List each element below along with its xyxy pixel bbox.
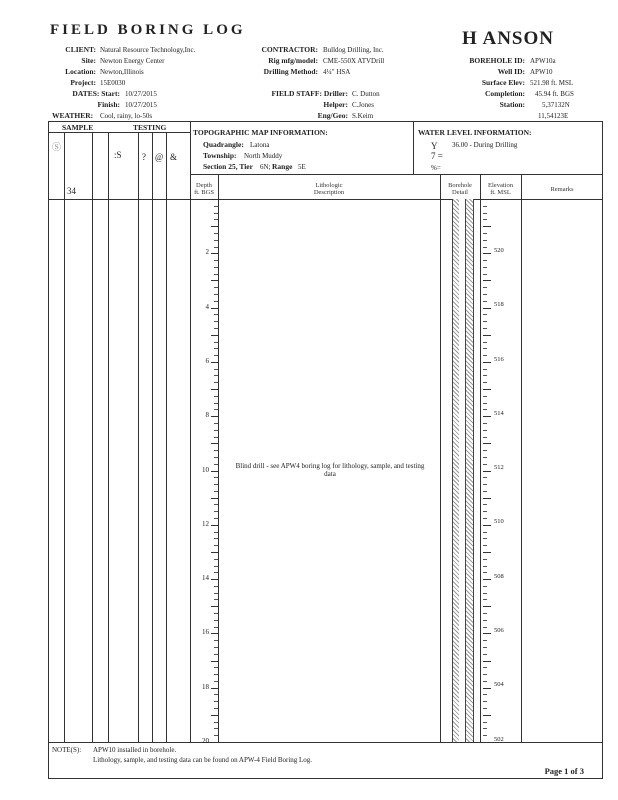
- elevation-tick: [483, 226, 491, 227]
- elevation-label: 508: [494, 573, 504, 580]
- quadrangle-label: Quadrangle:: [203, 140, 244, 149]
- location-label: Location:: [65, 67, 96, 76]
- finish-label: Finish:: [97, 100, 120, 109]
- elevation-tick: [483, 694, 487, 695]
- lithologic-header: Lithologic Description: [313, 182, 345, 196]
- depth-tick: [211, 280, 218, 281]
- elevation-tick: [483, 538, 487, 539]
- elevation-tick: [483, 280, 491, 281]
- depth-tick: [214, 213, 218, 214]
- elevation-label: 520: [494, 247, 504, 254]
- elevation-tick: [483, 437, 487, 438]
- elevation-tick: [483, 599, 487, 600]
- range-value: 5E: [298, 163, 306, 171]
- depth-tick: [214, 627, 218, 628]
- depth-label: 10: [202, 466, 209, 474]
- depth-tick: [211, 443, 218, 444]
- elevation-tick: [483, 681, 487, 682]
- elevation-label: 510: [494, 518, 504, 525]
- depth-tick: [214, 430, 218, 431]
- depth-label: 4: [205, 303, 209, 311]
- depth-tick: [214, 328, 218, 329]
- depth-label: 6: [205, 357, 209, 365]
- elevation-tick: [483, 457, 487, 458]
- completion-label: Completion:: [485, 89, 525, 98]
- elevation-label: 516: [494, 356, 504, 363]
- completion-value: 45.94 ft. BGS: [535, 90, 574, 98]
- depth-tick: [214, 294, 218, 295]
- elevation-tick: [483, 552, 491, 553]
- testing-header: TESTING: [133, 123, 167, 132]
- elevation-label: 518: [494, 301, 504, 308]
- remarks-header: Remarks: [550, 186, 574, 193]
- depth-tick: [214, 538, 218, 539]
- sample-number: 34: [67, 186, 76, 196]
- depth-tick: [214, 457, 218, 458]
- elevation-tick: [483, 247, 487, 248]
- notes-line-1: APW10 installed in borehole.: [93, 746, 177, 754]
- elevation-tick: [483, 369, 487, 370]
- depth-tick: [211, 579, 218, 580]
- elevation-tick: [483, 396, 487, 397]
- well-id-label: Well ID:: [497, 67, 525, 76]
- depth-tick: [211, 742, 218, 743]
- borehole-id-value: APW10a: [530, 57, 556, 65]
- contractor-value: Bulldog Drilling, Inc.: [323, 46, 384, 54]
- elevation-tick: [483, 504, 487, 505]
- elevation-tick: [483, 382, 487, 383]
- depth-tick: [214, 267, 218, 268]
- elevation-tick: [483, 321, 487, 322]
- township-label: Township:: [203, 151, 237, 160]
- elevation-tick: [483, 688, 491, 689]
- depth-label: 14: [202, 574, 209, 582]
- depth-label: 20: [202, 737, 209, 745]
- depth-tick: [211, 606, 218, 607]
- finish-date-value: 10/27/2015: [125, 101, 157, 109]
- depth-tick: [214, 681, 218, 682]
- depth-label: 2: [205, 248, 209, 256]
- elevation-tick: [483, 464, 487, 465]
- depth-tick: [214, 647, 218, 648]
- log-frame: [48, 121, 603, 779]
- depth-tick: [214, 396, 218, 397]
- elevation-tick: [483, 362, 491, 363]
- elevation-tick: [483, 301, 487, 302]
- elevation-tick: [483, 233, 487, 234]
- depth-tick: [211, 471, 218, 472]
- depth-tick: [214, 464, 218, 465]
- page-title: FIELD BORING LOG: [50, 22, 246, 38]
- elevation-tick: [483, 566, 487, 567]
- elevation-tick: [483, 627, 487, 628]
- eng-label: Eng/Geo:: [317, 111, 348, 120]
- depth-tick: [214, 640, 218, 641]
- range-label: Range: [272, 162, 293, 171]
- depth-tick: [214, 437, 218, 438]
- elevation-tick: [483, 708, 487, 709]
- helper-value: C.Jones: [352, 101, 374, 109]
- elevation-tick: [483, 403, 487, 404]
- elevation-tick: [483, 722, 487, 723]
- elevation-tick: [483, 606, 491, 607]
- borehole-casing: [465, 199, 474, 742]
- elevation-tick: [483, 355, 487, 356]
- depth-tick: [211, 715, 218, 716]
- depth-tick: [214, 694, 218, 695]
- elevation-tick: [483, 348, 487, 349]
- elevation-tick: [483, 735, 487, 736]
- page-number: Page 1 of 3: [544, 766, 584, 776]
- depth-tick: [214, 342, 218, 343]
- borehole-id-label: BOREHOLE ID:: [469, 56, 525, 65]
- depth-tick: [214, 667, 218, 668]
- depth-tick: [214, 219, 218, 220]
- depth-tick: [214, 545, 218, 546]
- elevation-tick: [483, 450, 487, 451]
- depth-tick: [214, 233, 218, 234]
- depth-tick: [214, 375, 218, 376]
- depth-tick: [214, 566, 218, 567]
- elevation-tick: [483, 572, 487, 573]
- rotated-header-icon: ?: [142, 152, 146, 162]
- depth-tick: [211, 688, 218, 689]
- elevation-tick: [483, 477, 487, 478]
- depth-tick: [214, 572, 218, 573]
- water-symbol-2: 7 =: [431, 151, 443, 161]
- elevation-label: 502: [494, 736, 504, 743]
- staff-driller-label: FIELD STAFF: Driller:: [271, 89, 348, 98]
- elevation-tick: [483, 518, 487, 519]
- township-value: North Muddy: [244, 152, 283, 160]
- elevation-tick: [483, 471, 491, 472]
- depth-tick: [211, 308, 218, 309]
- depth-tick: [211, 335, 218, 336]
- elevation-tick: [483, 491, 487, 492]
- elevation-tick: [483, 647, 487, 648]
- dates-start-label: DATES: Start:: [72, 89, 120, 98]
- depth-tick: [214, 240, 218, 241]
- depth-tick: [214, 382, 218, 383]
- start-date-value: 10/27/2015: [125, 90, 157, 98]
- elevation-tick: [483, 206, 487, 207]
- notes-label: NOTE(S):: [52, 746, 82, 754]
- elevation-tick: [483, 416, 491, 417]
- elevation-tick: [483, 532, 487, 533]
- rig-value: CME-550X ATVDrill: [323, 57, 385, 65]
- elevation-tick: [483, 389, 491, 390]
- depth-tick: [214, 620, 218, 621]
- driller-value: C. Dutton: [352, 90, 380, 98]
- borehole-detail-header: Borehole Detail: [448, 182, 472, 196]
- depth-tick: [214, 735, 218, 736]
- elevation-tick: [483, 559, 487, 560]
- depth-tick: [211, 498, 218, 499]
- depth-tick: [214, 348, 218, 349]
- surface-elev-value: 521.98 ft. MSL: [530, 79, 574, 87]
- depth-tick: [214, 369, 218, 370]
- elevation-tick: [483, 667, 487, 668]
- elevation-tick: [483, 308, 491, 309]
- elevation-tick: [483, 260, 487, 261]
- elevation-tick: [483, 219, 487, 220]
- depth-tick: [214, 450, 218, 451]
- station-east-value: 11,54123E: [538, 112, 569, 120]
- elevation-tick: [483, 586, 487, 587]
- rig-label: Rig mfg/model:: [268, 56, 318, 65]
- depth-tick: [214, 518, 218, 519]
- depth-tick: [214, 247, 218, 248]
- depth-tick: [211, 525, 218, 526]
- water-level-title: WATER LEVEL INFORMATION:: [418, 128, 532, 137]
- elevation-header: Elevation ft. MSL: [488, 182, 513, 196]
- depth-tick: [214, 260, 218, 261]
- depth-tick: [211, 362, 218, 363]
- depth-tick: [214, 484, 218, 485]
- elevation-tick: [483, 715, 491, 716]
- depth-label: 8: [205, 411, 209, 419]
- elevation-tick: [483, 654, 487, 655]
- elevation-tick: [483, 511, 487, 512]
- contractor-label: CONTRACTOR:: [261, 45, 318, 54]
- elevation-tick: [483, 701, 487, 702]
- method-value: 4¼" HSA: [323, 68, 351, 76]
- elevation-tick: [483, 742, 491, 743]
- depth-tick: [214, 532, 218, 533]
- topo-title: TOPOGRAPHIC MAP INFORMATION:: [193, 128, 328, 137]
- elevation-label: 504: [494, 681, 504, 688]
- client-value: Natural Resource Technology,Inc.: [100, 46, 196, 54]
- elevation-tick: [483, 443, 491, 444]
- elevation-label: 514: [494, 410, 504, 417]
- depth-tick: [214, 511, 218, 512]
- location-value: Newton,Illinois: [100, 68, 144, 76]
- depth-tick: [214, 409, 218, 410]
- depth-tick: [214, 654, 218, 655]
- water-symbol-1: Y: [431, 141, 438, 151]
- depth-tick: [214, 403, 218, 404]
- depth-tick: [214, 599, 218, 600]
- elevation-tick: [483, 674, 487, 675]
- lithologic-description: Blind drill - see APW4 boring log for lithology, sample, and testing data: [235, 462, 425, 478]
- elevation-tick: [483, 593, 487, 594]
- depth-tick: [214, 504, 218, 505]
- depth-tick: [214, 301, 218, 302]
- surface-elev-label: Surface Elev:: [481, 78, 525, 87]
- method-label: Drilling Method:: [263, 67, 318, 76]
- depth-tick: [214, 287, 218, 288]
- eng-value: S.Keim: [352, 112, 374, 120]
- section-label: Section 25, Tier: [203, 162, 253, 171]
- elevation-tick: [483, 620, 487, 621]
- elevation-tick: [483, 287, 487, 288]
- tier-value: 6N;: [260, 163, 271, 171]
- depth-tick: [214, 477, 218, 478]
- elevation-tick: [483, 342, 487, 343]
- elevation-tick: [483, 335, 491, 336]
- depth-tick: [211, 199, 218, 200]
- station-label: Station:: [499, 100, 525, 109]
- depth-tick: [211, 253, 218, 254]
- depth-tick: [214, 613, 218, 614]
- project-value: 15E0030: [100, 79, 126, 87]
- elevation-tick: [483, 728, 487, 729]
- depth-tick: [211, 661, 218, 662]
- elevation-tick: [483, 375, 487, 376]
- elevation-tick: [483, 579, 491, 580]
- depth-tick: [214, 701, 218, 702]
- quadrangle-value: Latona: [250, 141, 270, 149]
- depth-label: 18: [202, 683, 209, 691]
- depth-tick: [214, 722, 218, 723]
- elevation-tick: [483, 294, 487, 295]
- water-level-1: 36.00 - During Drilling: [452, 141, 518, 149]
- elevation-tick: [483, 430, 487, 431]
- notes-line-2: Lithology, sample, and testing data can be found on APW-4 Field Boring Log.: [93, 756, 313, 764]
- client-label: CLIENT:: [65, 45, 96, 54]
- weather-value: Cool, rainy, lo-50s: [100, 112, 153, 120]
- depth-tick: [214, 586, 218, 587]
- elevation-label: 512: [494, 464, 504, 471]
- depth-tick: [214, 728, 218, 729]
- depth-tick: [214, 708, 218, 709]
- depth-tick: [214, 491, 218, 492]
- well-id-value: APW10: [530, 68, 553, 76]
- elevation-tick: [483, 633, 491, 634]
- depth-tick: [214, 206, 218, 207]
- elevation-tick: [483, 314, 487, 315]
- elevation-tick: [483, 328, 487, 329]
- helper-label: Helper:: [323, 100, 348, 109]
- depth-tick: [211, 416, 218, 417]
- depth-tick: [214, 314, 218, 315]
- project-label: Project:: [70, 78, 96, 87]
- rotated-header-icon: &: [170, 152, 178, 162]
- depth-tick: [214, 274, 218, 275]
- depth-tick: [211, 552, 218, 553]
- elevation-tick: [483, 213, 487, 214]
- company-logo: H ANSON: [462, 28, 554, 49]
- weather-label: WEATHER:: [52, 111, 94, 120]
- elevation-tick: [483, 545, 487, 546]
- station-north-value: 5,37132N: [542, 101, 570, 109]
- sample-header: SAMPLE: [62, 123, 94, 132]
- elevation-label: 506: [494, 627, 504, 634]
- rotated-header-icon: Ⓢ: [52, 142, 62, 152]
- site-label: Site:: [81, 56, 96, 65]
- elevation-tick: [483, 484, 487, 485]
- elevation-tick: [483, 498, 491, 499]
- depth-tick: [211, 389, 218, 390]
- elevation-tick: [483, 525, 491, 526]
- depth-tick: [214, 423, 218, 424]
- depth-tick: [214, 355, 218, 356]
- rotated-header-icon: :S: [114, 150, 122, 160]
- depth-tick: [214, 593, 218, 594]
- elevation-tick: [483, 253, 491, 254]
- depth-header: Depth ft. BGS: [194, 182, 214, 196]
- depth-tick: [214, 559, 218, 560]
- elevation-tick: [483, 409, 487, 410]
- site-value: Newton Energy Center: [100, 57, 165, 65]
- depth-label: 16: [202, 628, 209, 636]
- rotated-header-icon: @: [155, 152, 164, 162]
- elevation-tick: [483, 199, 491, 200]
- depth-label: 12: [202, 520, 209, 528]
- elevation-tick: [483, 423, 487, 424]
- elevation-tick: [483, 661, 491, 662]
- depth-tick: [211, 633, 218, 634]
- depth-tick: [214, 674, 218, 675]
- elevation-tick: [483, 640, 487, 641]
- elevation-tick: [483, 274, 487, 275]
- depth-tick: [211, 226, 218, 227]
- elevation-tick: [483, 613, 487, 614]
- elevation-tick: [483, 240, 487, 241]
- water-symbol-3: %=: [431, 164, 441, 172]
- depth-tick: [214, 321, 218, 322]
- elevation-tick: [483, 267, 487, 268]
